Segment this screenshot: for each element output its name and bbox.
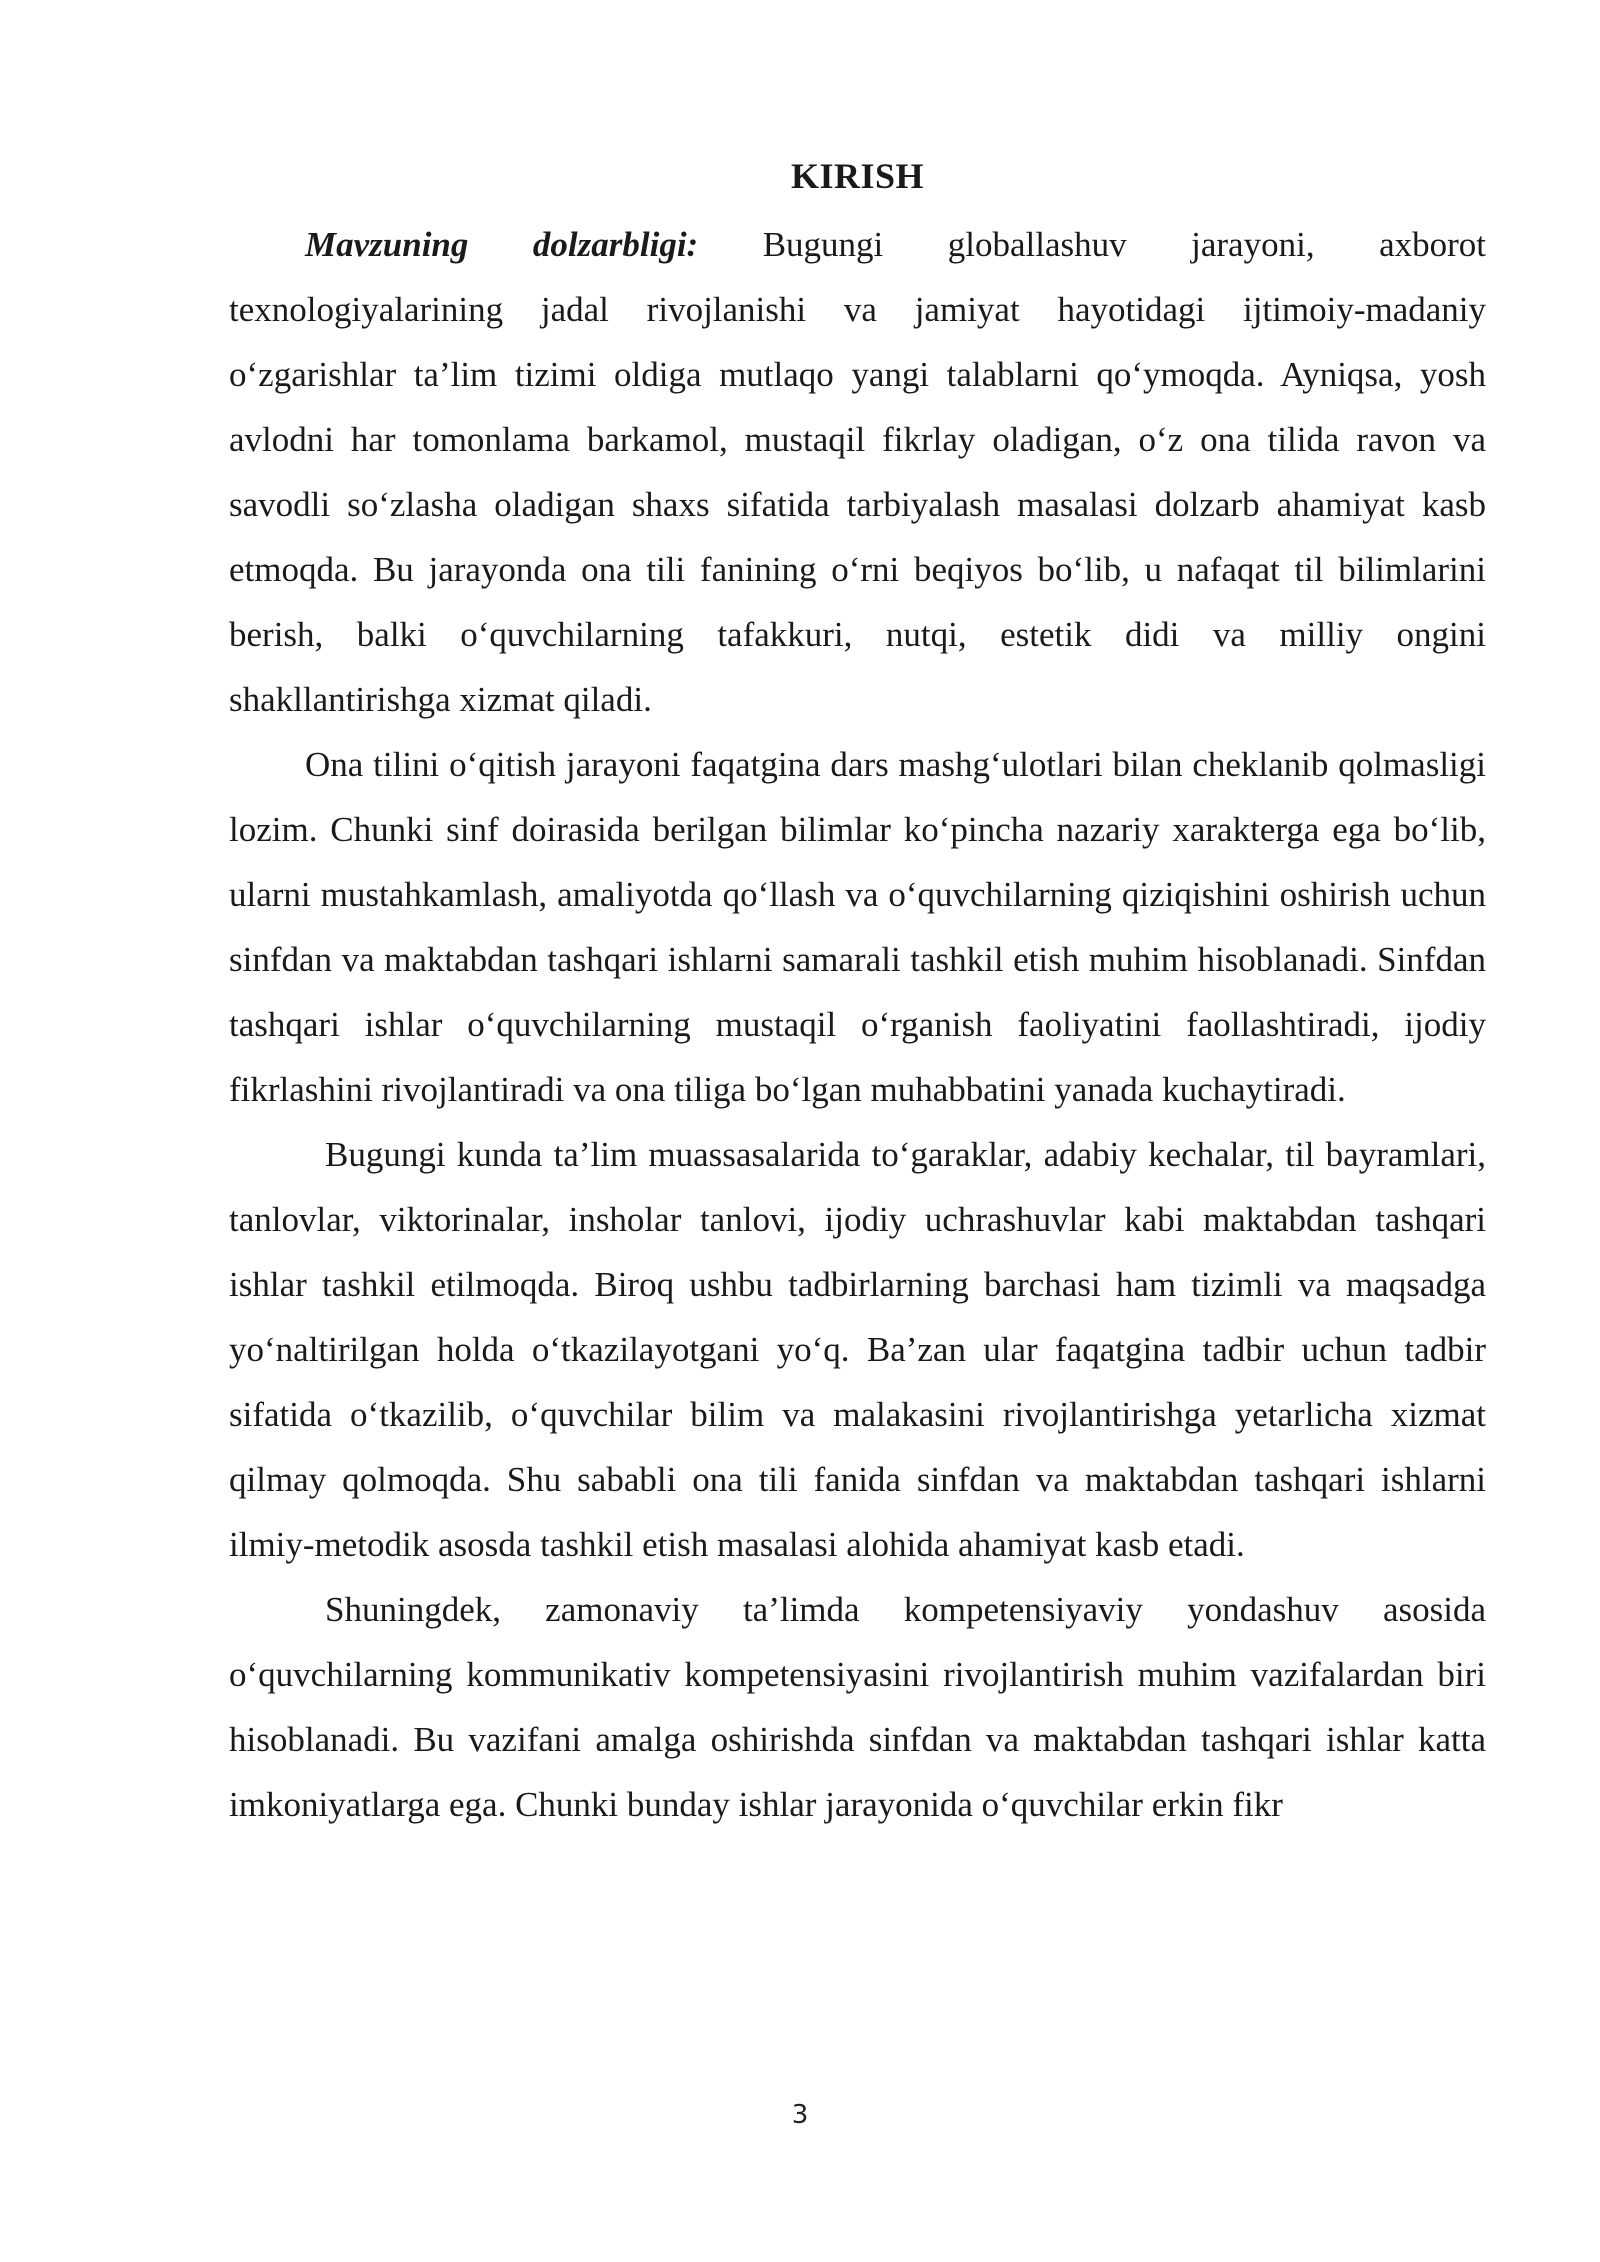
paragraph-text: Bugungi globallashuv jarayoni, axborot texnologiyalarining jadal rivojlanishi va jamiyat hayotidagi ijtimoiy-madaniy o‘zgarishlar ta’lim tizimi oldiga mutlaqo yangi talablarni qo‘ymoqda. Ayniqsa, yosh avlodni har tomonlama barkamol, mustaqil fikrlay oladigan, o‘z ona tilida ravon va savodli so‘zlasha oladigan shaxs sifatida tarbiyalash masalasi dolzarb ahamiyat kasb etmoqda. Bu jarayonda ona tili fanining o‘rni beqiyos bo‘lib, u nafaqat til bilimlarini berish, balki o‘quvchilarning tafakkuri, nutqi, estetik didi va milliy ongini shakllantirishga xizmat qiladi. (229, 225, 1486, 719)
page-title: KIRISH (790, 156, 925, 196)
paragraph-3: Bugungi kunda ta’lim muassasalarida to‘garaklar, adabiy kechalar, til bayramlari, tanlovlar, viktorinalar, insholar tanlovi, ijodiy uchrashuvlar kabi maktabdan tashqari ishlar tashkil etilmoqda. Biroq ushbu tadbirlarning barchasi ham tizimli va maqsadga yo‘naltirilgan holda o‘tkazilayotgani yo‘q. Ba’zan ular faqatgina tadbir uchun tadbir sifatida o‘tkazilib, o‘quvchilar bilim va malakasini rivojlantirishga yetarlicha xizmat qilmay qolmoqda. Shu sababli ona tili fanida sinfdan va maktabdan tashqari ishlarni ilmiy-metodik asosda tashkil etish masalasi alohida ahamiyat kasb etadi. (229, 1135, 1486, 1564)
page-number: 3 (791, 2100, 809, 2130)
paragraph-4: Shuningdek, zamonaviy ta’limda kompetensiyaviy yondashuv asosida o‘quvchilarning kommunikativ kompetensiyasini rivojlantirish muhim vazifalardan biri hisoblanadi. Bu vazifani amalga oshirishda sinfdan va maktabdan tashqari ishlar katta imkoniyatlarga ega. Chunki bunday ishlar jarayonida o‘quvchilar erkin fikr (229, 1590, 1486, 1824)
paragraph-2: Ona tilini o‘qitish jarayoni faqatgina dars mashg‘ulotlari bilan cheklanib qolmasligi lozim. Chunki sinf doirasida berilgan bilimlar ko‘pincha nazariy xarakterga ega bo‘lib, ularni mustahkamlash, amaliyotda qo‘llash va o‘quvchilarning qiziqishini oshirish uchun sinfdan va maktabdan tashqari ishlarni samarali tashkil etish muhim hisoblanadi. Sinfdan tashqari ishlar o‘quvchilarning mustaqil o‘rganish faoliyatini faollashtiradi, ijodiy fikrlashini rivojlantiradi va ona tiliga bo‘lgan muhabbatini yanada kuchaytiradi. (229, 745, 1486, 1109)
paragraph-lead: Mavzuning dolzarbligi: (305, 225, 699, 264)
paragraph-relevance (229, 212, 1486, 732)
document-page (229, 150, 1486, 1837)
